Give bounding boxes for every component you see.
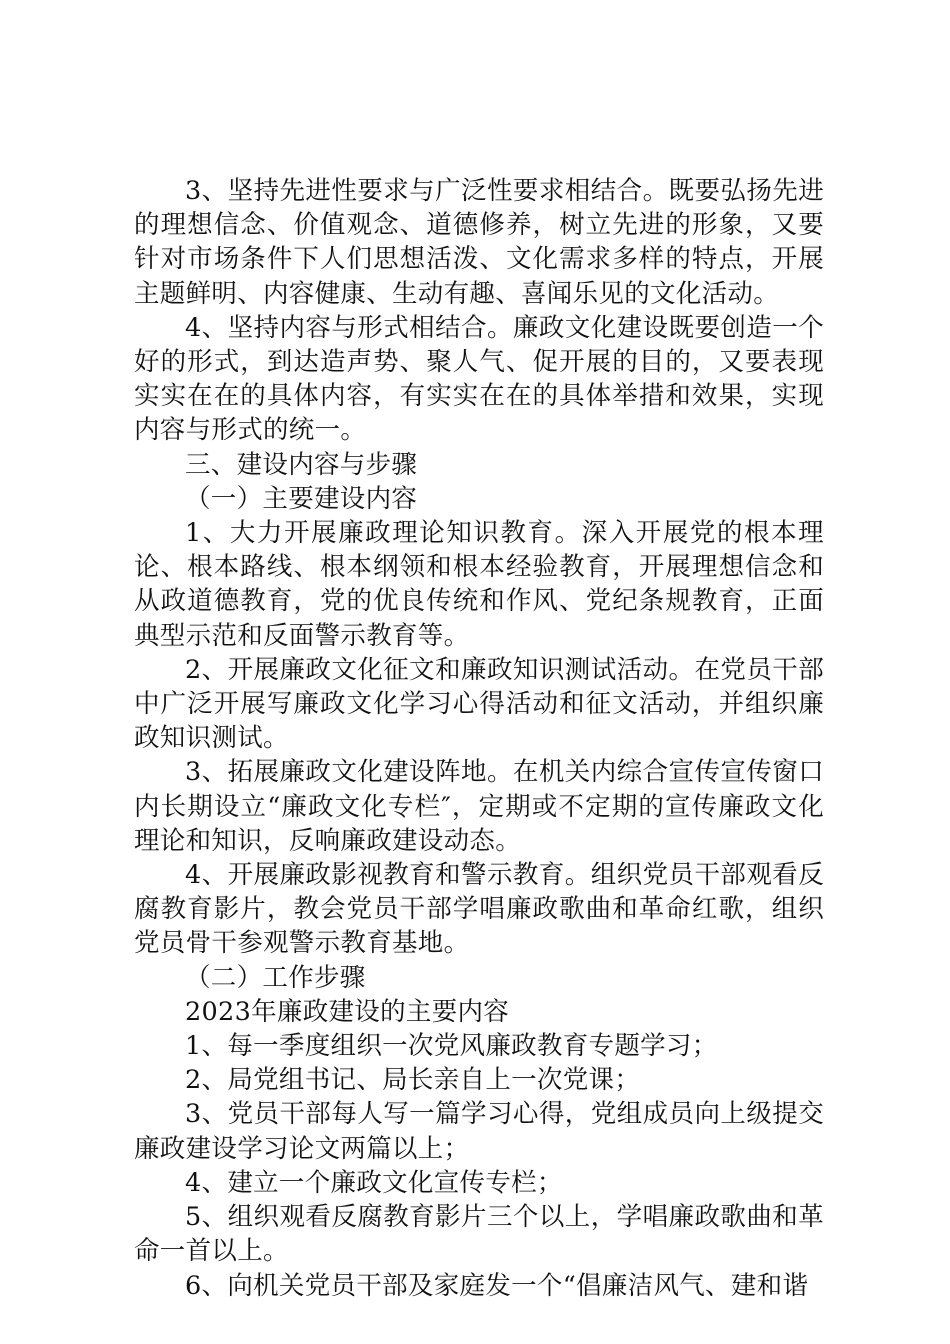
subsection-heading-2: （二）工作步骤 [185, 962, 366, 993]
paragraph-principle-3: 3、坚持先进性要求与广泛性要求相结合。既要弘扬先进的理想信念、价值观念、道德修养，树立先进的形象，又要针对市场条件下人们思想活泼、文化需求多样的特点，开展主题鲜明、内容健康、生动有趣、喜闻乐见的文化活动。 [134, 176, 824, 309]
paragraph-step-3: 3、党员干部每人写一篇学习心得，党组成员向上级提交廉政建设学习论文两篇以上； [134, 1099, 824, 1164]
paragraph-content-4: 4、开展廉政影视教育和警示教育。组织党员干部观看反腐教育影片，教会党员干部学唱廉政歌曲和革命红歌，组织党员骨干参观警示教育基地。 [134, 860, 824, 959]
subsection-heading-1: （一）主要建设内容 [185, 483, 418, 514]
paragraph-step-4: 4、建立一个廉政文化宣传专栏； [185, 1167, 563, 1198]
paragraph-step-5: 5、组织观看反腐教育影片三个以上，学唱廉政歌曲和革命一首以上。 [134, 1202, 824, 1267]
document-body [134, 174, 824, 1303]
section-heading-3: 三、建设内容与步骤 [185, 449, 418, 480]
paragraph-step-2: 2、局党组书记、局长亲自上一次党课； [185, 1065, 641, 1096]
paragraph-principle-4: 4、坚持内容与形式相结合。廉政文化建设既要创造一个好的形式，到达造声势、聚人气、促开展的目的，又要表现实实在在的具体内容，有实实在在的具体举措和效果，实现内容与形式的统一。 [134, 312, 824, 446]
paragraph-content-3: 3、拓展廉政文化建设阵地。在机关内综合宣传宣传窗口内长期设立“廉政文化专栏″，定期或不定期的宣传廉政文化理论和知识，反响廉政建设动态。 [134, 757, 824, 856]
paragraph-year-intro: 2023年廉政建设的主要内容 [185, 996, 510, 1027]
paragraph-step-6: 6、向机关党员干部及家庭发一个“倡廉洁风气、建和谐 [185, 1270, 809, 1301]
paragraph-content-2: 2、开展廉政文化征文和廉政知识测试活动。在党员干部中广泛开展写廉政文化学习心得活动和征文活动，并组织廉政知识测试。 [134, 654, 824, 754]
paragraph-step-1: 1、每一季度组织一次党风廉政教育专题学习； [185, 1031, 718, 1062]
paragraph-content-1: 1、大力开展廉政理论知识教育。深入开展党的根本理论、根本路线、根本纲领和根本经验教育，开展理想信念和从政道德教育，党的优良传统和作风、党纪条规教育，正面典型示范和反面警示教育等。 [134, 518, 824, 651]
